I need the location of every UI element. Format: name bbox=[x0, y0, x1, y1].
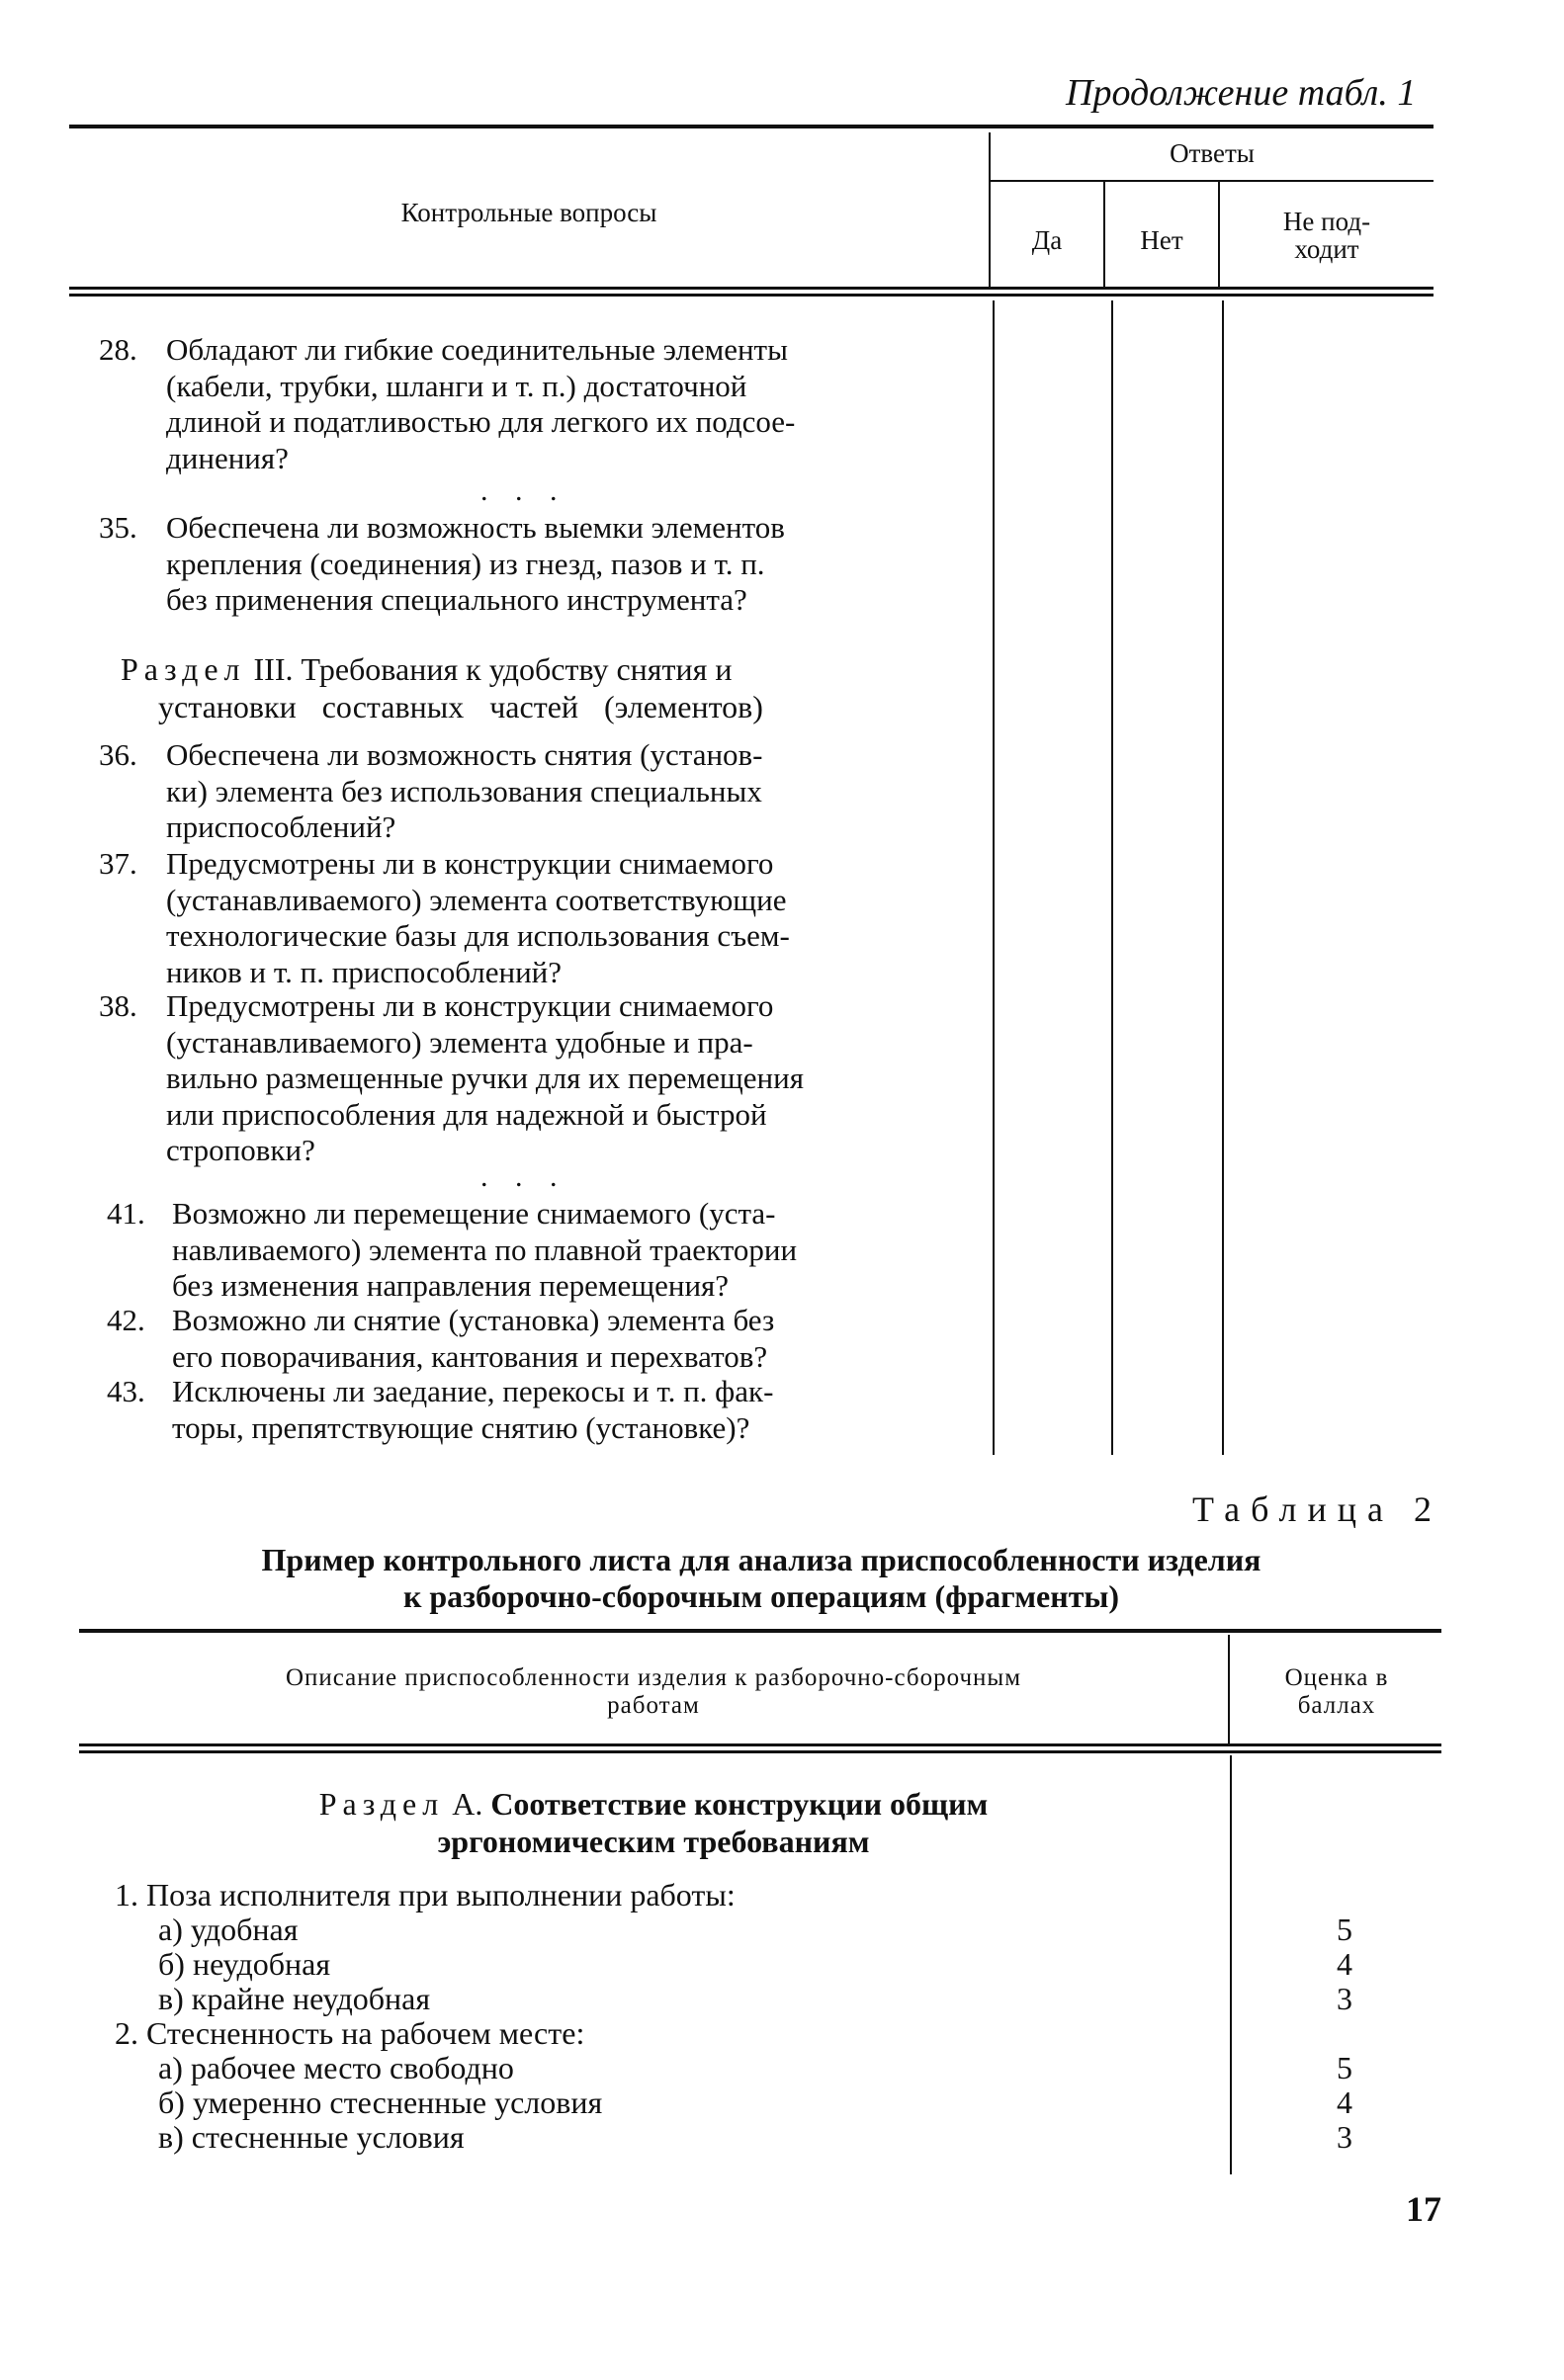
question-line: Обеспечена ли возможность снятия (установ- bbox=[166, 737, 763, 772]
column-header-answers: Ответы bbox=[1170, 138, 1255, 168]
question-number-35: 35. bbox=[99, 510, 137, 545]
column-header-score bbox=[1232, 1664, 1441, 1720]
question-line: Возможно ли перемещение снимаемого (уста- bbox=[172, 1196, 776, 1231]
question-35 bbox=[166, 510, 963, 619]
question-line: крепления (соединения) из гнезд, пазов и т. п. bbox=[166, 546, 765, 581]
question-number-43: 43. bbox=[107, 1374, 145, 1408]
question-line: длиной и податливостью для легкого их подсое- bbox=[166, 404, 796, 439]
question-43 bbox=[172, 1374, 963, 1446]
question-line: торы, препятствующие снятию (установке)? bbox=[172, 1409, 750, 1445]
question-line: приспособлений? bbox=[166, 809, 396, 844]
question-number-36: 36. bbox=[99, 737, 137, 772]
question-line: Предусмотрены ли в конструкции снимаемого bbox=[166, 988, 774, 1023]
not-applicable-line2: ходит bbox=[1294, 234, 1359, 264]
question-number-28: 28. bbox=[99, 332, 137, 367]
section-3-title-part1: III. Требования к удобству снятия и bbox=[253, 651, 733, 687]
table1-body-divider-no-na bbox=[1222, 300, 1224, 1455]
column-header-not-applicable bbox=[1220, 208, 1434, 263]
table1-body-divider-yes-no bbox=[1111, 300, 1113, 1455]
table1-top-rule bbox=[69, 125, 1434, 128]
question-line: вильно размещенные ручки для их перемещения bbox=[166, 1061, 804, 1095]
table1-body-divider-questions bbox=[993, 300, 995, 1455]
table2-title-line2: к разборочно-сборочным операциям (фрагменты) bbox=[402, 1578, 1120, 1614]
question-41 bbox=[172, 1196, 963, 1305]
question-number-38: 38. bbox=[99, 988, 137, 1023]
section-a-letter: А. bbox=[452, 1786, 483, 1822]
question-line: Предусмотрены ли в конструкции снимаемого bbox=[166, 846, 774, 881]
table1-header-bottom-rule-2 bbox=[69, 294, 1434, 297]
table2-header-col-divider bbox=[1228, 1635, 1230, 1743]
question-42 bbox=[172, 1303, 963, 1375]
question-number-37: 37. bbox=[99, 846, 137, 881]
checklist-option: б) неудобная bbox=[158, 1946, 331, 1982]
question-line: Возможно ли снятие (установка) элемента без bbox=[172, 1303, 775, 1337]
question-line: ников и т. п. приспособлений? bbox=[166, 954, 563, 989]
score-header-line1: Оценка в bbox=[1284, 1664, 1389, 1691]
answers-header-rule bbox=[991, 180, 1434, 182]
question-line: технологические базы для использования съем- bbox=[166, 918, 790, 953]
score-value: 3 bbox=[1337, 1981, 1352, 2016]
question-line: Обладают ли гибкие соединительные элементы bbox=[166, 332, 788, 367]
table2-body-col-divider bbox=[1230, 1755, 1232, 2174]
section-a-title-part1: Соответствие конструкции общим bbox=[490, 1786, 989, 1822]
score-value: 3 bbox=[1337, 2119, 1352, 2155]
score-value: 5 bbox=[1337, 1912, 1352, 1947]
page-number: 17 bbox=[1406, 2189, 1441, 2229]
question-38 bbox=[166, 988, 963, 1169]
question-line: (устанавливаемого) элемента удобные и пра- bbox=[166, 1024, 753, 1060]
checklist-option: а) удобная bbox=[158, 1912, 299, 1947]
omission-ellipsis-2: . . . bbox=[480, 1160, 567, 1193]
section-3-heading bbox=[121, 650, 971, 725]
score-value: 5 bbox=[1337, 2050, 1352, 2085]
question-line: динения? bbox=[166, 440, 289, 475]
score-value: 4 bbox=[1337, 2084, 1352, 2120]
section-word: Раздел bbox=[121, 651, 246, 687]
question-number-42: 42. bbox=[107, 1303, 145, 1337]
question-36 bbox=[166, 737, 963, 846]
section-a-heading bbox=[79, 1785, 1228, 1860]
checklist-option: б) умеренно стесненные условия bbox=[158, 2084, 603, 2120]
checklist-item: 1. Поза исполнителя при выполнении работы: bbox=[115, 1877, 736, 1912]
checklist-option: в) крайне неудобная bbox=[158, 1981, 431, 2016]
question-line: строповки? bbox=[166, 1133, 315, 1167]
question-line: без изменения направления перемещения? bbox=[172, 1268, 730, 1303]
section-3-heading-line2: установки составных частей (элементов) bbox=[158, 689, 763, 724]
not-applicable-line1: Не под- bbox=[1282, 207, 1371, 236]
table2-top-rule bbox=[79, 1629, 1441, 1633]
column-header-yes: Да bbox=[1031, 225, 1063, 255]
table1-header-bottom-rule-1 bbox=[69, 287, 1434, 290]
question-37 bbox=[166, 846, 963, 990]
checklist-option: в) стесненные условия bbox=[158, 2119, 465, 2155]
table2-title bbox=[79, 1542, 1443, 1615]
column-header-questions: Контрольные вопросы bbox=[400, 198, 657, 227]
section-a-heading-line1 bbox=[79, 1785, 1228, 1823]
omission-ellipsis-1: . . . bbox=[480, 474, 567, 507]
score-header-line2: баллах bbox=[1297, 1692, 1376, 1719]
table2-title-line1: Пример контрольного листа для анализа приспособленности изделия bbox=[261, 1542, 1261, 1577]
section-3-heading-line1 bbox=[121, 650, 971, 688]
section-a-heading-line2: эргономическим требованиям bbox=[437, 1824, 870, 1859]
table2-header-bottom-rule-1 bbox=[79, 1743, 1441, 1746]
question-line: (устанавливаемого) элемента соответствующие bbox=[166, 882, 787, 917]
question-line: ки) элемента без использования специальных bbox=[166, 773, 762, 808]
checklist-item: 2. Стесненность на рабочем месте: bbox=[115, 2015, 585, 2051]
question-number-41: 41. bbox=[107, 1196, 145, 1231]
question-line: или приспособления для надежной и быстрой bbox=[166, 1096, 767, 1132]
checklist-option: а) рабочее место свободно bbox=[158, 2050, 514, 2085]
question-line: без применения специального инструмента? bbox=[166, 582, 747, 617]
description-header-line1: Описание приспособленности изделия к разборочно-сборочным bbox=[285, 1664, 1022, 1691]
question-line: навливаемого) элемента по плавной траектории bbox=[172, 1232, 798, 1267]
column-header-no: Нет bbox=[1140, 225, 1183, 255]
column-header-description bbox=[79, 1664, 1228, 1720]
score-value: 4 bbox=[1337, 1946, 1352, 1982]
question-28 bbox=[166, 332, 963, 476]
table2-label: Таблица 2 bbox=[1192, 1489, 1442, 1529]
table-continuation-caption: Продолжение табл. 1 bbox=[1066, 72, 1417, 114]
question-line: его поворачивания, кантования и перехватов? bbox=[172, 1338, 768, 1374]
description-header-line2: работам bbox=[607, 1692, 700, 1719]
question-line: (кабели, трубки, шланги и т. п.) достаточной bbox=[166, 368, 747, 403]
question-line: Исключены ли заедание, перекосы и т. п. фак- bbox=[172, 1374, 774, 1408]
section-word: Раздел bbox=[318, 1786, 445, 1822]
question-line: Обеспечена ли возможность выемки элементов bbox=[166, 510, 785, 545]
table2-header-bottom-rule-2 bbox=[79, 1750, 1441, 1753]
